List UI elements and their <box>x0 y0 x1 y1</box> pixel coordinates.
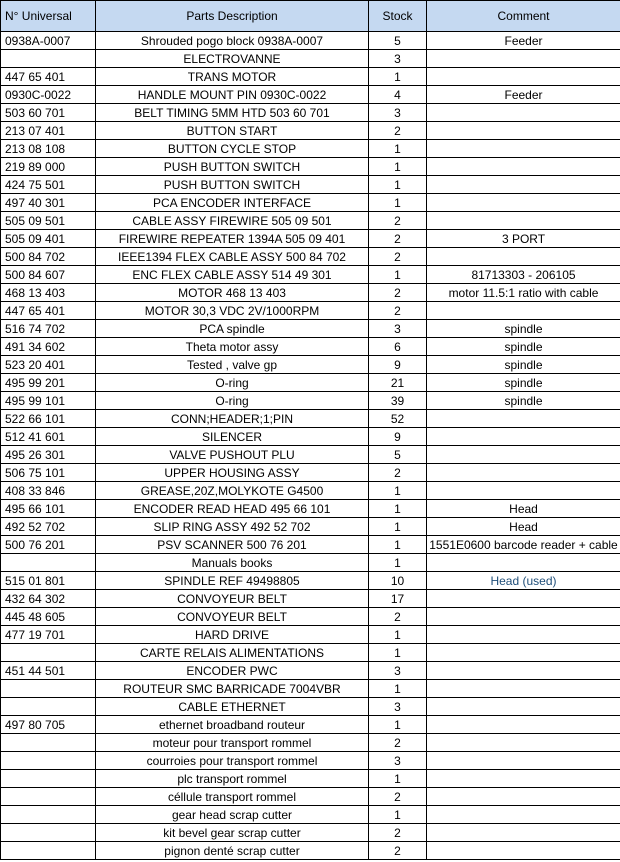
cell-stock: 2 <box>369 842 427 860</box>
cell-stock: 9 <box>369 428 427 446</box>
table-row <box>1 176 620 194</box>
cell-comment: 1551E0600 barcode reader + cable <box>427 536 620 554</box>
cell-stock: 1 <box>369 158 427 176</box>
table-row <box>1 122 620 140</box>
table-row <box>1 158 620 176</box>
cell-stock: 1 <box>369 536 427 554</box>
table-body <box>1 32 620 860</box>
table-row <box>1 320 620 338</box>
cell-comment <box>427 50 620 68</box>
cell-universal-number: 451 44 501 <box>1 662 96 680</box>
cell-universal-number: 477 19 701 <box>1 626 96 644</box>
table-row <box>1 410 620 428</box>
cell-universal-number: 424 75 501 <box>1 176 96 194</box>
cell-description: Shrouded pogo block 0938A-0007 <box>96 32 369 50</box>
cell-stock: 1 <box>369 716 427 734</box>
cell-stock: 1 <box>369 770 427 788</box>
cell-stock: 3 <box>369 698 427 716</box>
cell-description: MOTOR 30,3 VDC 2V/1000RPM <box>96 302 369 320</box>
cell-universal-number <box>1 788 96 806</box>
cell-comment <box>427 302 620 320</box>
table-row <box>1 734 620 752</box>
cell-stock: 1 <box>369 806 427 824</box>
cell-description: BUTTON CYCLE STOP <box>96 140 369 158</box>
cell-stock: 1 <box>369 266 427 284</box>
cell-stock: 2 <box>369 608 427 626</box>
cell-comment <box>427 428 620 446</box>
cell-comment: 81713303 - 206105 <box>427 266 620 284</box>
cell-description: CONN;HEADER;1;PIN <box>96 410 369 428</box>
cell-comment <box>427 752 620 770</box>
cell-universal-number: 523 20 401 <box>1 356 96 374</box>
cell-stock: 3 <box>369 50 427 68</box>
cell-description: PUSH BUTTON SWITCH <box>96 158 369 176</box>
cell-comment <box>427 554 620 572</box>
cell-comment <box>427 662 620 680</box>
table-row <box>1 392 620 410</box>
cell-comment <box>427 482 620 500</box>
cell-description: Manuals books <box>96 554 369 572</box>
cell-universal-number: 503 60 701 <box>1 104 96 122</box>
cell-universal-number: 468 13 403 <box>1 284 96 302</box>
cell-universal-number: 219 89 000 <box>1 158 96 176</box>
cell-description: BELT TIMING 5MM HTD 503 60 701 <box>96 104 369 122</box>
cell-description: CARTE RELAIS ALIMENTATIONS <box>96 644 369 662</box>
table-row <box>1 824 620 842</box>
cell-stock: 5 <box>369 446 427 464</box>
table-row <box>1 194 620 212</box>
cell-universal-number <box>1 806 96 824</box>
cell-comment <box>427 140 620 158</box>
cell-comment: Head <box>427 518 620 536</box>
cell-comment: spindle <box>427 338 620 356</box>
table-row <box>1 212 620 230</box>
cell-stock: 3 <box>369 662 427 680</box>
cell-stock: 5 <box>369 32 427 50</box>
cell-description: CABLE ASSY FIREWIRE 505 09 501 <box>96 212 369 230</box>
cell-universal-number: 495 99 101 <box>1 392 96 410</box>
cell-comment: Feeder <box>427 32 620 50</box>
cell-stock: 2 <box>369 734 427 752</box>
cell-description: gear head scrap cutter <box>96 806 369 824</box>
cell-stock: 1 <box>369 500 427 518</box>
cell-description: PCA ENCODER INTERFACE <box>96 194 369 212</box>
cell-description: IEEE1394 FLEX CABLE ASSY 500 84 702 <box>96 248 369 266</box>
cell-description: kit bevel gear scrap cutter <box>96 824 369 842</box>
cell-comment: spindle <box>427 356 620 374</box>
cell-universal-number: 432 64 302 <box>1 590 96 608</box>
cell-universal-number: 0930C-0022 <box>1 86 96 104</box>
cell-comment <box>427 734 620 752</box>
table-row <box>1 590 620 608</box>
cell-stock: 2 <box>369 824 427 842</box>
cell-universal-number: 500 76 201 <box>1 536 96 554</box>
cell-description: VALVE PUSHOUT PLU <box>96 446 369 464</box>
cell-comment <box>427 194 620 212</box>
cell-universal-number <box>1 698 96 716</box>
table-row <box>1 284 620 302</box>
cell-stock: 2 <box>369 788 427 806</box>
table-row <box>1 248 620 266</box>
table-row <box>1 716 620 734</box>
cell-universal-number <box>1 770 96 788</box>
cell-description: ENC FLEX CABLE ASSY 514 49 301 <box>96 266 369 284</box>
cell-stock: 1 <box>369 68 427 86</box>
cell-universal-number <box>1 644 96 662</box>
cell-comment <box>427 716 620 734</box>
cell-stock: 2 <box>369 212 427 230</box>
cell-universal-number: 0938A-0007 <box>1 32 96 50</box>
cell-description: ENCODER PWC <box>96 662 369 680</box>
cell-stock: 1 <box>369 644 427 662</box>
cell-universal-number: 213 07 401 <box>1 122 96 140</box>
cell-universal-number: 495 26 301 <box>1 446 96 464</box>
cell-universal-number: 505 09 501 <box>1 212 96 230</box>
header-stock: Stock <box>369 1 427 32</box>
cell-stock: 2 <box>369 230 427 248</box>
cell-stock: 1 <box>369 140 427 158</box>
table-row <box>1 626 620 644</box>
cell-comment: Head (used) <box>427 572 620 590</box>
cell-universal-number: 495 66 101 <box>1 500 96 518</box>
cell-universal-number: 522 66 101 <box>1 410 96 428</box>
cell-stock: 2 <box>369 284 427 302</box>
table-row <box>1 50 620 68</box>
cell-description: pignon denté scrap cutter <box>96 842 369 860</box>
table-row <box>1 266 620 284</box>
table-row <box>1 788 620 806</box>
table-row <box>1 446 620 464</box>
cell-stock: 17 <box>369 590 427 608</box>
cell-comment <box>427 806 620 824</box>
table-row <box>1 608 620 626</box>
table-row <box>1 500 620 518</box>
table-row <box>1 572 620 590</box>
cell-stock: 2 <box>369 122 427 140</box>
cell-stock: 2 <box>369 248 427 266</box>
cell-stock: 21 <box>369 374 427 392</box>
cell-comment <box>427 176 620 194</box>
cell-stock: 1 <box>369 680 427 698</box>
cell-description: UPPER HOUSING ASSY <box>96 464 369 482</box>
table-row <box>1 374 620 392</box>
cell-comment <box>427 644 620 662</box>
cell-universal-number: 506 75 101 <box>1 464 96 482</box>
cell-stock: 1 <box>369 194 427 212</box>
cell-comment <box>427 464 620 482</box>
table-row <box>1 464 620 482</box>
cell-comment: 3 PORT <box>427 230 620 248</box>
cell-universal-number: 447 65 401 <box>1 68 96 86</box>
cell-comment <box>427 212 620 230</box>
table-row <box>1 356 620 374</box>
table-row <box>1 752 620 770</box>
cell-stock: 1 <box>369 554 427 572</box>
cell-stock: 2 <box>369 302 427 320</box>
cell-description: CONVOYEUR BELT <box>96 608 369 626</box>
table-row <box>1 482 620 500</box>
cell-comment <box>427 410 620 428</box>
cell-description: O-ring <box>96 392 369 410</box>
cell-description: BUTTON START <box>96 122 369 140</box>
cell-comment <box>427 158 620 176</box>
cell-universal-number: 500 84 702 <box>1 248 96 266</box>
table-row <box>1 554 620 572</box>
cell-comment <box>427 446 620 464</box>
cell-comment: spindle <box>427 320 620 338</box>
header-comment: Comment <box>427 1 620 32</box>
cell-comment: spindle <box>427 392 620 410</box>
cell-stock: 1 <box>369 482 427 500</box>
header-row <box>1 1 620 32</box>
cell-description: HARD DRIVE <box>96 626 369 644</box>
table-row <box>1 140 620 158</box>
cell-description: ROUTEUR SMC BARRICADE 7004VBR <box>96 680 369 698</box>
cell-universal-number: 408 33 846 <box>1 482 96 500</box>
cell-description: CONVOYEUR BELT <box>96 590 369 608</box>
cell-universal-number: 445 48 605 <box>1 608 96 626</box>
cell-stock: 52 <box>369 410 427 428</box>
cell-stock: 1 <box>369 176 427 194</box>
cell-stock: 3 <box>369 104 427 122</box>
cell-comment <box>427 842 620 860</box>
header-description: Parts Description <box>96 1 369 32</box>
cell-universal-number <box>1 824 96 842</box>
cell-stock: 6 <box>369 338 427 356</box>
cell-universal-number: 497 80 705 <box>1 716 96 734</box>
table-row <box>1 680 620 698</box>
table-row <box>1 104 620 122</box>
table-row <box>1 338 620 356</box>
cell-description: courroies pour transport rommel <box>96 752 369 770</box>
cell-universal-number: 495 99 201 <box>1 374 96 392</box>
cell-comment <box>427 770 620 788</box>
cell-universal-number <box>1 752 96 770</box>
header-universal: N° Universal <box>1 1 96 32</box>
cell-description: PUSH BUTTON SWITCH <box>96 176 369 194</box>
cell-universal-number: 516 74 702 <box>1 320 96 338</box>
table-row <box>1 302 620 320</box>
table-row <box>1 518 620 536</box>
cell-stock: 1 <box>369 626 427 644</box>
cell-universal-number: 515 01 801 <box>1 572 96 590</box>
cell-universal-number: 500 84 607 <box>1 266 96 284</box>
table-row <box>1 662 620 680</box>
table-row <box>1 230 620 248</box>
cell-universal-number: 447 65 401 <box>1 302 96 320</box>
table-row <box>1 536 620 554</box>
cell-comment <box>427 680 620 698</box>
cell-description: SILENCER <box>96 428 369 446</box>
cell-stock: 4 <box>369 86 427 104</box>
cell-universal-number: 505 09 401 <box>1 230 96 248</box>
cell-description: plc transport rommel <box>96 770 369 788</box>
cell-stock: 9 <box>369 356 427 374</box>
cell-comment <box>427 626 620 644</box>
cell-comment <box>427 248 620 266</box>
cell-comment <box>427 608 620 626</box>
cell-universal-number <box>1 734 96 752</box>
cell-description: Tested , valve gp <box>96 356 369 374</box>
cell-universal-number: 497 40 301 <box>1 194 96 212</box>
cell-comment <box>427 698 620 716</box>
table-row <box>1 644 620 662</box>
cell-universal-number: 213 08 108 <box>1 140 96 158</box>
cell-stock: 39 <box>369 392 427 410</box>
cell-description: O-ring <box>96 374 369 392</box>
cell-universal-number <box>1 680 96 698</box>
cell-description: HANDLE MOUNT PIN 0930C-0022 <box>96 86 369 104</box>
cell-universal-number <box>1 554 96 572</box>
cell-comment <box>427 590 620 608</box>
cell-description: TRANS MOTOR <box>96 68 369 86</box>
cell-comment: Feeder <box>427 86 620 104</box>
cell-universal-number: 491 34 602 <box>1 338 96 356</box>
cell-description: SLIP RING ASSY 492 52 702 <box>96 518 369 536</box>
cell-universal-number <box>1 50 96 68</box>
cell-description: PSV SCANNER 500 76 201 <box>96 536 369 554</box>
cell-comment <box>427 104 620 122</box>
cell-description: Theta motor assy <box>96 338 369 356</box>
cell-description: CABLE ETHERNET <box>96 698 369 716</box>
table-row <box>1 86 620 104</box>
cell-description: ELECTROVANNE <box>96 50 369 68</box>
cell-comment <box>427 122 620 140</box>
table-row <box>1 68 620 86</box>
cell-comment <box>427 824 620 842</box>
cell-description: céllule transport rommel <box>96 788 369 806</box>
table-row <box>1 770 620 788</box>
cell-description: SPINDLE REF 49498805 <box>96 572 369 590</box>
cell-universal-number: 512 41 601 <box>1 428 96 446</box>
cell-stock: 3 <box>369 752 427 770</box>
cell-comment: motor 11.5:1 ratio with cable <box>427 284 620 302</box>
cell-comment <box>427 68 620 86</box>
cell-description: PCA spindle <box>96 320 369 338</box>
cell-stock: 3 <box>369 320 427 338</box>
cell-stock: 1 <box>369 518 427 536</box>
cell-universal-number <box>1 842 96 860</box>
table-row <box>1 698 620 716</box>
cell-universal-number: 492 52 702 <box>1 518 96 536</box>
cell-description: MOTOR 468 13 403 <box>96 284 369 302</box>
cell-stock: 2 <box>369 464 427 482</box>
cell-comment <box>427 788 620 806</box>
cell-description: FIREWIRE REPEATER 1394A 505 09 401 <box>96 230 369 248</box>
cell-description: GREASE,20Z,MOLYKOTE G4500 <box>96 482 369 500</box>
cell-comment: spindle <box>427 374 620 392</box>
table-row <box>1 428 620 446</box>
table-row <box>1 806 620 824</box>
cell-comment: Head <box>427 500 620 518</box>
cell-description: ENCODER READ HEAD 495 66 101 <box>96 500 369 518</box>
cell-description: moteur pour transport rommel <box>96 734 369 752</box>
table-row <box>1 32 620 50</box>
cell-description: ethernet broadband routeur <box>96 716 369 734</box>
cell-stock: 10 <box>369 572 427 590</box>
table-row <box>1 842 620 860</box>
